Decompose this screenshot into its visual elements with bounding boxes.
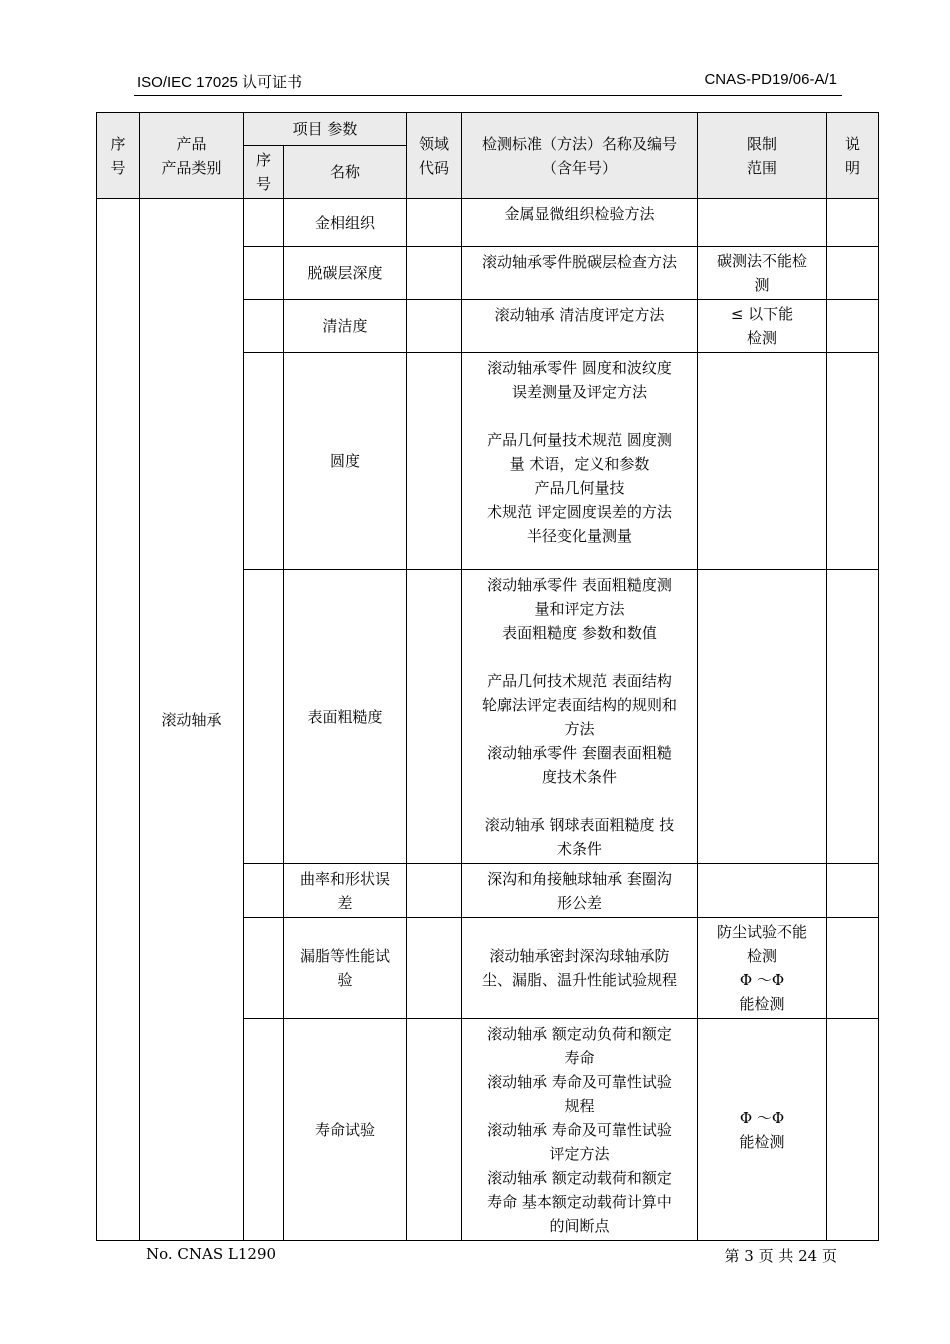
table-row <box>97 199 879 247</box>
cell-item-seq <box>244 570 284 864</box>
cell-seq <box>97 199 140 1241</box>
cell-limit <box>698 864 827 918</box>
cell-item-seq <box>244 199 284 247</box>
cell-field-code <box>407 1019 462 1241</box>
cell-standard: 滚动轴承 清洁度评定方法 <box>462 300 698 353</box>
cell-standard: 滚动轴承密封深沟球轴承防 尘、漏脂、温升性能试验规程 <box>462 918 698 1019</box>
cell-item-name: 清洁度 <box>284 300 407 353</box>
cell-standard: 滚动轴承 额定动负荷和额定 寿命 滚动轴承 寿命及可靠性试验 规程 滚动轴承 寿命及可靠性试验 评定方法 滚动轴承 额定动载荷和额定 寿命 基本额定动载荷计算中 的间断点 <box>462 1019 698 1241</box>
col-header-item-param: 项目 参数 <box>244 113 407 146</box>
cell-item-name: 金相组织 <box>284 199 407 247</box>
cell-note <box>827 353 879 570</box>
cell-limit: Φ ～Φ 能检测 <box>698 1019 827 1241</box>
cell-field-code <box>407 353 462 570</box>
cell-note <box>827 1019 879 1241</box>
cell-standard: 滚动轴承零件脱碳层检查方法 <box>462 247 698 300</box>
cell-note <box>827 864 879 918</box>
cell-item-seq <box>244 1019 284 1241</box>
cell-note <box>827 570 879 864</box>
cell-field-code <box>407 864 462 918</box>
cell-item-name: 圆度 <box>284 353 407 570</box>
cell-limit <box>698 353 827 570</box>
cell-note <box>827 918 879 1019</box>
cell-standard: 深沟和角接触球轴承 套圈沟 形公差 <box>462 864 698 918</box>
cell-note <box>827 300 879 353</box>
cell-field-code <box>407 247 462 300</box>
cell-note <box>827 199 879 247</box>
header-certificate-title: ISO/IEC 17025 认可证书 <box>137 74 303 91</box>
cell-limit: 防尘试验不能 检测 Φ ～Φ 能检测 <box>698 918 827 1019</box>
col-header-limit: 限制 范围 <box>698 113 827 199</box>
accreditation-scope-table <box>96 112 879 1241</box>
cell-item-seq <box>244 353 284 570</box>
col-header-product: 产品 产品类别 <box>140 113 244 199</box>
cell-field-code <box>407 570 462 864</box>
col-header-seq: 序 号 <box>97 113 140 199</box>
col-header-note: 说 明 <box>827 113 879 199</box>
cell-item-seq <box>244 918 284 1019</box>
cell-note <box>827 247 879 300</box>
cell-field-code <box>407 199 462 247</box>
col-header-standard: 检测标准（方法）名称及编号 （含年号） <box>462 113 698 199</box>
cell-item-name: 寿命试验 <box>284 1019 407 1241</box>
cell-item-seq <box>244 864 284 918</box>
cell-field-code <box>407 300 462 353</box>
cell-item-name: 曲率和形状误 差 <box>284 864 407 918</box>
cell-limit: 碳测法不能检 测 <box>698 247 827 300</box>
cell-field-code <box>407 918 462 1019</box>
col-header-item-seq: 序 号 <box>244 146 284 199</box>
header-divider <box>134 95 842 96</box>
cell-standard: 金属显微组织检验方法 <box>462 199 698 247</box>
cell-item-name: 漏脂等性能试 验 <box>284 918 407 1019</box>
cell-limit: ≤ 以下能 检测 <box>698 300 827 353</box>
footer-page-number: 第 3 页 共 24 页 <box>724 1247 837 1265</box>
header-document-code: CNAS-PD19/06-A/1 <box>704 71 837 88</box>
cell-item-name: 表面粗糙度 <box>284 570 407 864</box>
footer-certificate-number: No. CNAS L1290 <box>146 1245 277 1263</box>
cell-item-seq <box>244 247 284 300</box>
cell-item-seq <box>244 300 284 353</box>
cell-standard: 滚动轴承零件 圆度和波纹度 误差测量及评定方法 产品几何量技术规范 圆度测 量 术语，定义和参数 产品几何量技 术规范 评定圆度误差的方法 半径变化量测量 <box>462 353 698 570</box>
cell-standard: 滚动轴承零件 表面粗糙度测 量和评定方法 表面粗糙度 参数和数值 产品几何技术规范 表面结构 轮廓法评定表面结构的规则和 方法 滚动轴承零件 套圈表面粗糙 度技术条件 滚动轴承 钢球表面粗糙度 技 术条件 <box>462 570 698 864</box>
cell-limit <box>698 199 827 247</box>
col-header-field-code: 领域 代码 <box>407 113 462 199</box>
cell-limit <box>698 570 827 864</box>
cell-item-name: 脱碳层深度 <box>284 247 407 300</box>
cell-product-category: 滚动轴承 <box>140 199 244 1241</box>
col-header-item-name: 名称 <box>284 146 407 199</box>
